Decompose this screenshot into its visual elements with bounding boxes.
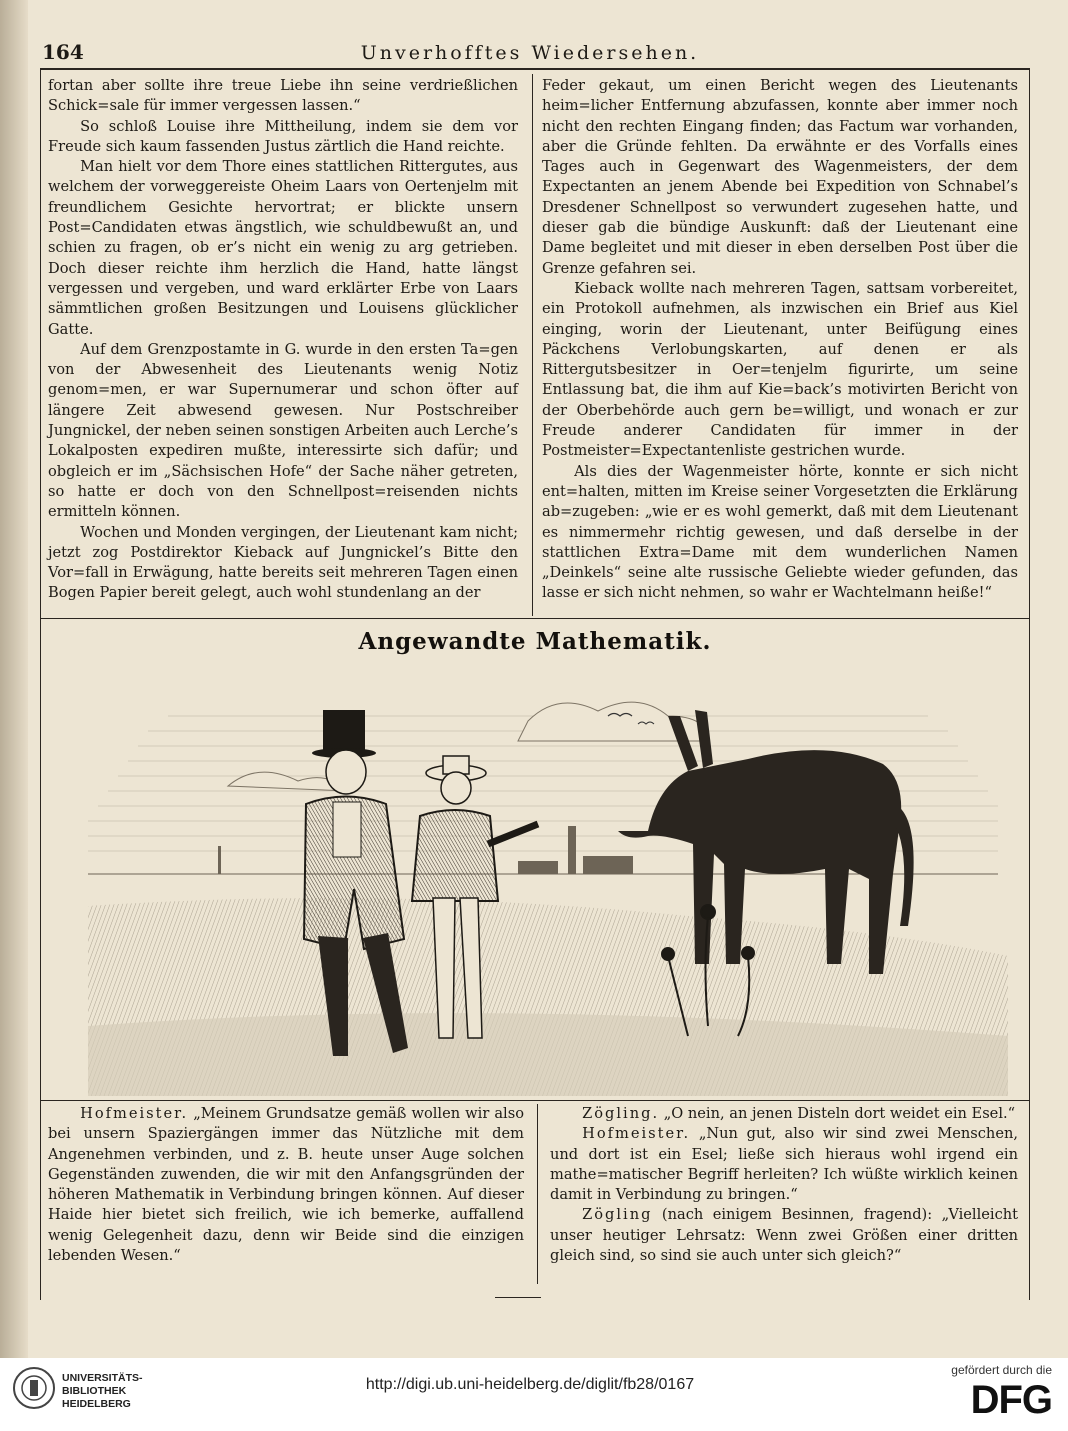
page-end-ornament xyxy=(495,1297,541,1298)
story-column-divider xyxy=(532,74,533,616)
speaker-name: Zögling. xyxy=(582,1105,660,1122)
story-left-column xyxy=(48,76,518,604)
permalink-url[interactable]: http://digi.ub.uni-heidelberg.de/diglit/fb28/0167 xyxy=(365,1376,695,1393)
running-title: Unverhofftes Wiedersehen. xyxy=(360,42,700,64)
institution-name: UNIVERSITÄTS- BIBLIOTHEK HEIDELBERG xyxy=(62,1372,143,1410)
story-paragraph: Als dies der Wagenmeister hörte, konnte er sich nicht ent=halten, mitten im Kreise seiner Vorgesetzten die Erklärung ab=zugeben: „wie er es wohl gemerkt, daß mit dem Lieutenant es nimmermehr richtig gewesen, und daß derselbe in der stattlichen Extra=Dame mit dem wunderlichen Namen „Deinkels“ seine alte russische Geliebte wieder gefunden, das lasse er sich nicht nehmen, so wahr er Wachtelmann heiße!“ xyxy=(542,462,1018,602)
story-bottom-rule xyxy=(40,618,1030,619)
dfg-logo: DFG xyxy=(970,1378,1052,1422)
header-rule xyxy=(40,68,1030,70)
dialogue-left-column xyxy=(48,1104,524,1266)
story-right-column xyxy=(542,76,1018,604)
story-paragraph: Man hielt vor dem Thore eines stattlichen Rittergutes, aus welchem der vorweggereiste Oheim Laars von Oertenjelm mit freundlichem Gesichte hervortrat; er blickte unsern Post=Candidaten etwas ängstlich, wie schuldbewußt an, und schien zu fragen, ob er’s nicht ein wenig zu arg getrieben. Doch dieser reichte ihm herzlich die Hand, hatte längst vergessen und vergeben, und ward erklärter Erbe von Laars sämmtlichen großen Besitzungen und Louisens glücklicher Gatte. xyxy=(48,158,518,338)
dialogue-line xyxy=(550,1205,1018,1266)
dialogue-right-column xyxy=(550,1104,1018,1266)
story-paragraph: Kieback wollte nach mehreren Tagen, sattsam vorbereitet, ein Protokoll aufnehmen, als inzwischen ein Brief aus Kiel einging, worin der Lieutenant, unter Beifügung eines Päckchens Verlobungskarten, auf denen er als Rittergutsbesitzer in Oer=tenjelm figurirte, um seine Entlassung bat, die ihm auf Kie=back’s motivirten Bericht von der Oberbehörde auch gern be=willigt, und wonach er zur Freude anderer Candidaten für immer in der Postmeister=Expectantenliste gestrichen wurde. xyxy=(542,279,1018,460)
speaker-name: Hofmeister. xyxy=(582,1125,691,1143)
spoken-text: „Nun gut, also wir sind zwei Menschen, und dort ist ein Esel; ließe sich hieraus wohl irgend ein mathe=matischer Begriff herleiten? Ich wüßte wirklich keinen damit in Verbindung zu bringen.“ xyxy=(550,1125,1018,1204)
illustration-tutor-pupil-donkey xyxy=(48,676,1018,1096)
dialogue-line xyxy=(48,1104,524,1266)
story-paragraph: So schloß Louise ihre Mittheilung, indem sie dem vor Freude sich kaum fassenden Justus zärtlich die Hand reichte. xyxy=(48,117,518,155)
story-paragraph: fortan aber sollte ihre treue Liebe ihn seine verdrießlichen Schick=sale für immer vergessen lassen.“ xyxy=(48,77,518,115)
spoken-text: (nach einigem Besinnen, fragend): „Vielleicht unser heutiger Lehrsatz: Wenn zwei Größen einer dritten gleich sind, so sind sie auch unter sich gleich?“ xyxy=(550,1206,1019,1265)
speaker-name: Zögling xyxy=(582,1206,653,1224)
dialogue-line xyxy=(550,1104,1018,1124)
viewer-footer xyxy=(0,1358,1068,1431)
left-frame-line xyxy=(40,68,41,1300)
dialogue-top-rule xyxy=(40,1100,1030,1101)
spoken-text: „O nein, an jenen Disteln dort weidet ein Esel.“ xyxy=(663,1105,1016,1122)
speaker-name: Hofmeister. xyxy=(80,1105,189,1122)
story-paragraph: Wochen und Monden vergingen, der Lieutenant kam nicht; jetzt zog Postdirektor Kieback auf Jungnickel’s Bitte den Vor=fall in Erwägung, hatte bereits seit mehreren Tagen einen Bogen Papier bereit gelegt, auch wohl stundenlang an der xyxy=(48,523,518,602)
story-paragraph: Feder gekaut, um einen Bericht wegen des Lieutenants heim=licher Entfernung abzufassen, konnte aber immer noch nicht den rechten Eingang finden; das Factum war vorhanden, aber die Gründe fehlten. Da erwähnte er des Vorfalls eines Tages auch in Gegenwart des Wagenmeisters, der dem Expectanten an jenem Abende bei Expedition von Schnabel’s Dresdener Schnellpost so verwundert zugesehen hatte, und dieser gab die bündige Auskunft: daß der Lieutenant eine Dame begleitet und mit dieser in eben derselben Post über die Grenze gefahren sei. xyxy=(542,77,1018,277)
spoken-text: „Meinem Grundsatze gemäß wollen wir also bei unsern Spaziergängen immer das Nützliche mit dem Angenehmen verbinden, und z. B. heute unser Auge solchen Gegenständen zuwenden, die wir mit den Anfangsgründen der höheren Mathematik in Verbindung bringen können. Auf dieser Haide hier bietet sich freilich, wie ich bemerke, auffallend wenig Gelegenheit dazu, denn wir Beide sind die einzigen lebenden Wesen.“ xyxy=(48,1105,525,1265)
dialogue-column-divider xyxy=(537,1104,538,1284)
section-title: Angewandte Mathematik. xyxy=(358,628,712,655)
right-frame-line xyxy=(1029,68,1030,1300)
page-number: 164 xyxy=(42,40,84,64)
story-paragraph: Auf dem Grenzpostamte in G. wurde in den ersten Ta=gen von der Abwesenheit des Lieutenants wenig Notiz genom=men, er war Supernumerar und schon öfter auf längere Zeit abwesend gewesen. Nur Postschreiber Jungnickel, der neben seinen sonstigen Arbeiten auch Lerche’s Lokalposten expediren mußte, interessirte sich dafür; und obgleich er im „Sächsischen Hofe“ der Sache näher getreten, so hatte er doch von den Schnellpost=reisenden nichts ermitteln können. xyxy=(48,340,518,521)
university-seal-icon xyxy=(12,1366,56,1410)
funding-caption: gefördert durch die xyxy=(951,1363,1052,1377)
dialogue-line xyxy=(550,1124,1018,1205)
binding-shadow xyxy=(0,0,28,1358)
